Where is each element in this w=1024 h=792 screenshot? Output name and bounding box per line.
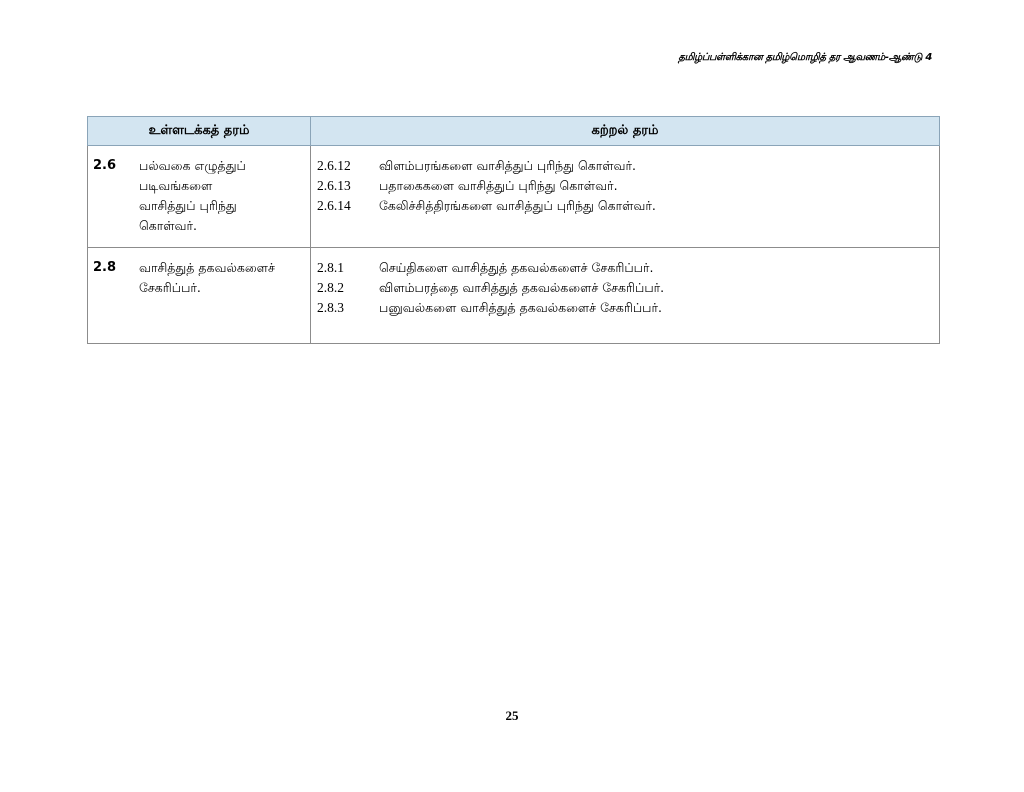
content-standard-header: உள்ளடக்கத் தரம்	[88, 117, 311, 146]
content-standard-text	[139, 156, 309, 236]
standards-table	[87, 116, 940, 344]
content-line: படிவங்களை	[139, 178, 213, 193]
learning-standard-code: 2.8.2	[317, 280, 344, 295]
content-line: சேகரிப்பர்.	[139, 280, 201, 295]
content-standard-cell	[88, 248, 311, 344]
learning-standard-code: 2.6.14	[317, 198, 351, 213]
learning-standard-item	[317, 196, 939, 216]
learning-standard-text: விளம்பரத்தை வாசித்துத் தகவல்களைச் சேகரிப்பர்.	[379, 280, 665, 295]
learning-standard-cell	[311, 146, 940, 248]
content-standard-text	[139, 258, 309, 298]
learning-standard-text: பதாகைகளை வாசித்துப் புரிந்து கொள்வர்.	[379, 178, 618, 193]
table-row	[88, 146, 940, 248]
learning-standard-item	[317, 258, 939, 278]
learning-standard-item	[317, 278, 939, 298]
learning-standard-text: கேலிச்சித்திரங்களை வாசித்துப் புரிந்து கொள்வர்.	[379, 198, 656, 213]
content-standard-code: 2.6	[93, 158, 117, 173]
learning-standard-code: 2.6.13	[317, 178, 351, 193]
table-row	[88, 248, 940, 344]
content-line: பல்வகை எழுத்துப்	[139, 158, 246, 173]
running-header: தமிழ்ப்பள்ளிக்கான தமிழ்மொழித் தர ஆவணம்-ஆண்டு 4	[678, 52, 932, 63]
learning-standard-text: விளம்பரங்களை வாசித்துப் புரிந்து கொள்வர்.	[379, 158, 637, 173]
learning-standard-item	[317, 176, 939, 196]
content-standard-cell	[88, 146, 311, 248]
learning-standard-header: கற்றல் தரம்	[311, 117, 940, 146]
table-header-row	[88, 117, 940, 146]
learning-standard-code: 2.6.12	[317, 158, 351, 173]
page-number: 25	[505, 708, 519, 723]
learning-standard-code: 2.8.3	[317, 300, 344, 315]
content-line: கொள்வர்.	[139, 218, 198, 233]
learning-standard-code: 2.8.1	[317, 260, 344, 275]
content-line: வாசித்துத் தகவல்களைச்	[139, 260, 275, 275]
content-line: வாசித்துப் புரிந்து	[139, 198, 237, 213]
learning-standard-cell	[311, 248, 940, 344]
learning-standard-item	[317, 298, 939, 318]
content-standard-code: 2.8	[93, 260, 117, 275]
learning-standard-item	[317, 156, 939, 176]
learning-standard-text: பனுவல்களை வாசித்துத் தகவல்களைச் சேகரிப்பர்.	[379, 300, 662, 315]
learning-standard-text: செய்திகளை வாசித்துத் தகவல்களைச் சேகரிப்பர்.	[379, 260, 654, 275]
